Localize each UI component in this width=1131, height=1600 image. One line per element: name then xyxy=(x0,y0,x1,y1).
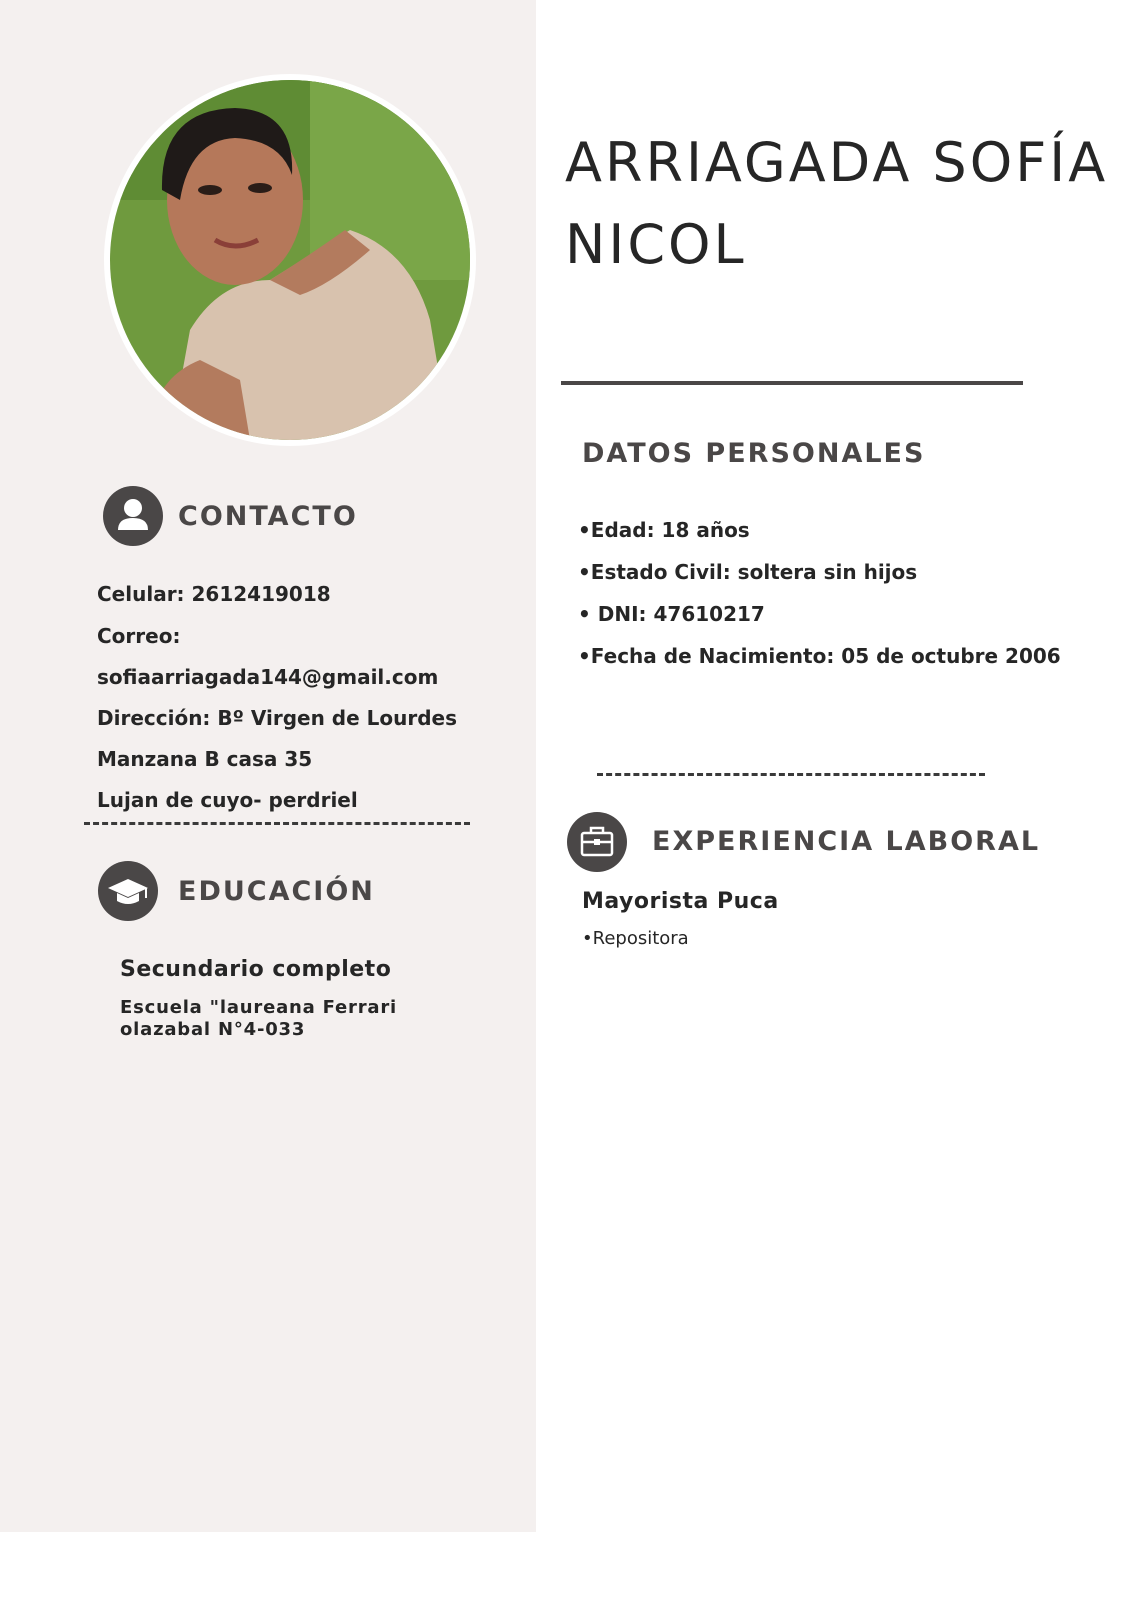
personal-birth-date: •Fecha de Nacimiento: 05 de octubre 2006 xyxy=(578,644,1061,668)
personal-age: •Edad: 18 años xyxy=(578,518,750,542)
contact-title: CONTACTO xyxy=(178,501,358,532)
briefcase-icon xyxy=(567,812,627,872)
contact-email: sofiaarriagada144@gmail.com xyxy=(97,665,439,689)
name-line-2: NICOL xyxy=(565,213,747,276)
contact-address-block: Manzana B casa 35 xyxy=(97,747,313,771)
name-divider xyxy=(561,381,1023,385)
contact-address-city: Lujan de cuyo- perdriel xyxy=(97,788,358,812)
profile-photo-image xyxy=(110,80,470,440)
experience-title: EXPERIENCIA LABORAL xyxy=(652,826,1041,857)
education-title: EDUCACIÓN xyxy=(178,876,375,907)
personal-dni: • DNI: 47610217 xyxy=(578,602,765,626)
contact-email-label: Correo: xyxy=(97,624,181,648)
user-icon xyxy=(103,486,163,546)
contact-divider xyxy=(84,822,470,825)
personal-civil-status: •Estado Civil: soltera sin hijos xyxy=(578,560,918,584)
education-school: Escuela "laureana Ferrari olazabal N°4-033 xyxy=(120,997,397,1040)
personal-title: DATOS PERSONALES xyxy=(582,438,926,469)
name-line-1: ARRIAGADA SOFÍA xyxy=(565,131,1109,194)
contact-address: Dirección: Bº Virgen de Lourdes xyxy=(97,706,458,730)
personal-divider xyxy=(597,773,985,776)
profile-photo xyxy=(104,74,476,446)
experience-role: •Repositora xyxy=(582,928,689,949)
graduation-cap-icon xyxy=(98,861,158,921)
contact-phone: Celular: 2612419018 xyxy=(97,582,331,606)
education-degree: Secundario completo xyxy=(120,957,392,982)
experience-company: Mayorista Puca xyxy=(582,889,779,914)
